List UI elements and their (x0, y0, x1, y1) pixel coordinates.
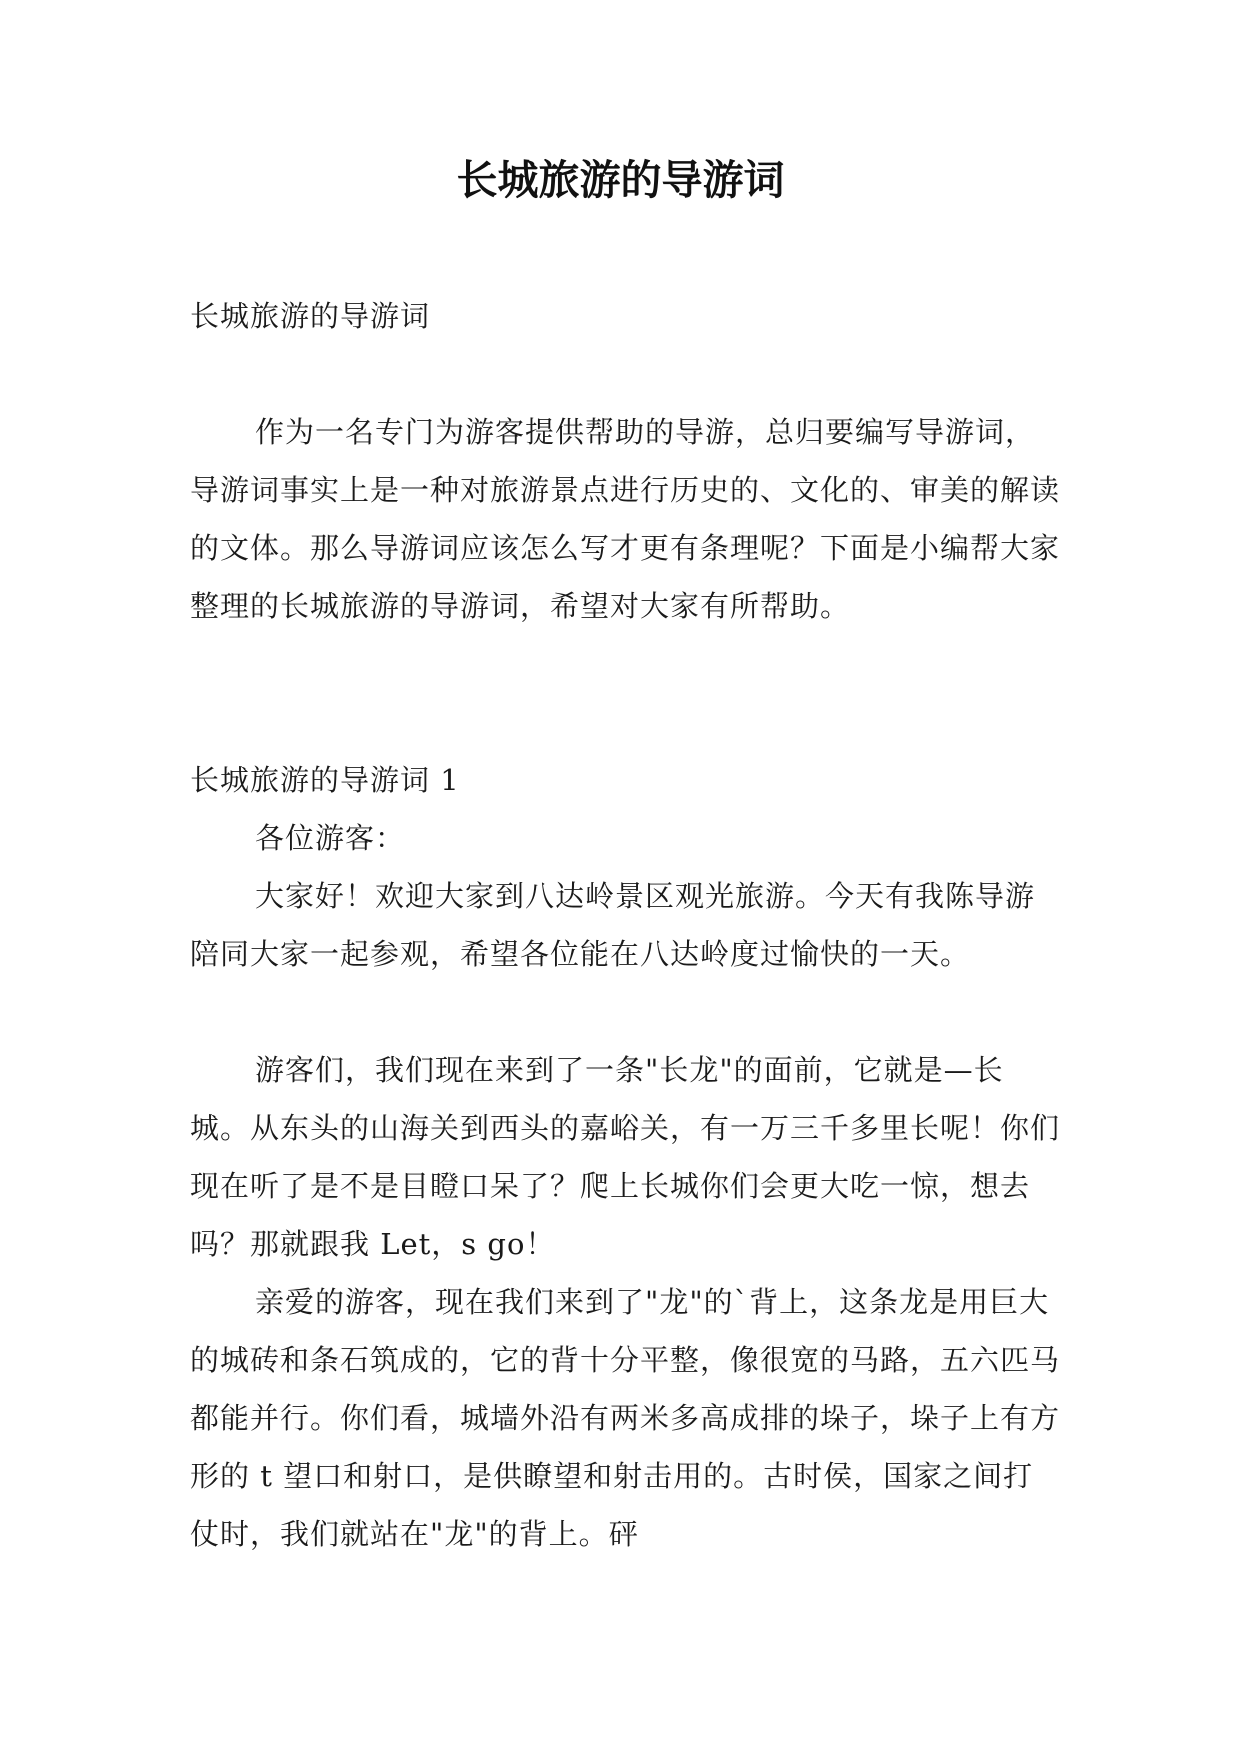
document-subtitle: 长城旅游的导游词 (190, 299, 431, 333)
great-wall-intro-paragraph: 游客们，我们现在来到了一条"长龙"的面前，它就是—长城。从东头的山海关到西头的嘉峪关，有一万三千多里长呢！你们现在听了是不是目瞪口呆了？爬上长城你们会更大吃一惊，想去吗？那就跟我 Let，s go！ (190, 1053, 1061, 1261)
section-heading: 长城旅游的导游词 1 (190, 763, 460, 797)
document-title: 长城旅游的导游词 (456, 156, 785, 204)
intro-paragraph: 作为一名专门为游客提供帮助的导游，总归要编写导游词，导游词事实上是一种对旅游景点进行历史的、文化的、审美的解读的文体。那么导游词应该怎么写才更有条理呢？下面是小编帮大家整理的长城旅游的导游词，希望对大家有所帮助。 (190, 415, 1061, 623)
greeting-paragraph: 各位游客： (255, 821, 406, 855)
welcome-paragraph: 大家好！欢迎大家到八达岭景区观光旅游。今天有我陈导游陪同大家一起参观，希望各位能在八达岭度过愉快的一天。 (190, 879, 1036, 971)
dragon-back-paragraph: 亲爱的游客，现在我们来到了"龙"的`背上，这条龙是用巨大的城砖和条石筑成的，它的背十分平整，像很宽的马路，五六匹马都能并行。你们看，城墙外沿有两米多高成排的垛子，垛子上有方形的 t 望口和射口，是供瞭望和射击用的。古时侯，国家之间打仗时，我们就站在"龙"的背上。砰 (190, 1285, 1061, 1551)
